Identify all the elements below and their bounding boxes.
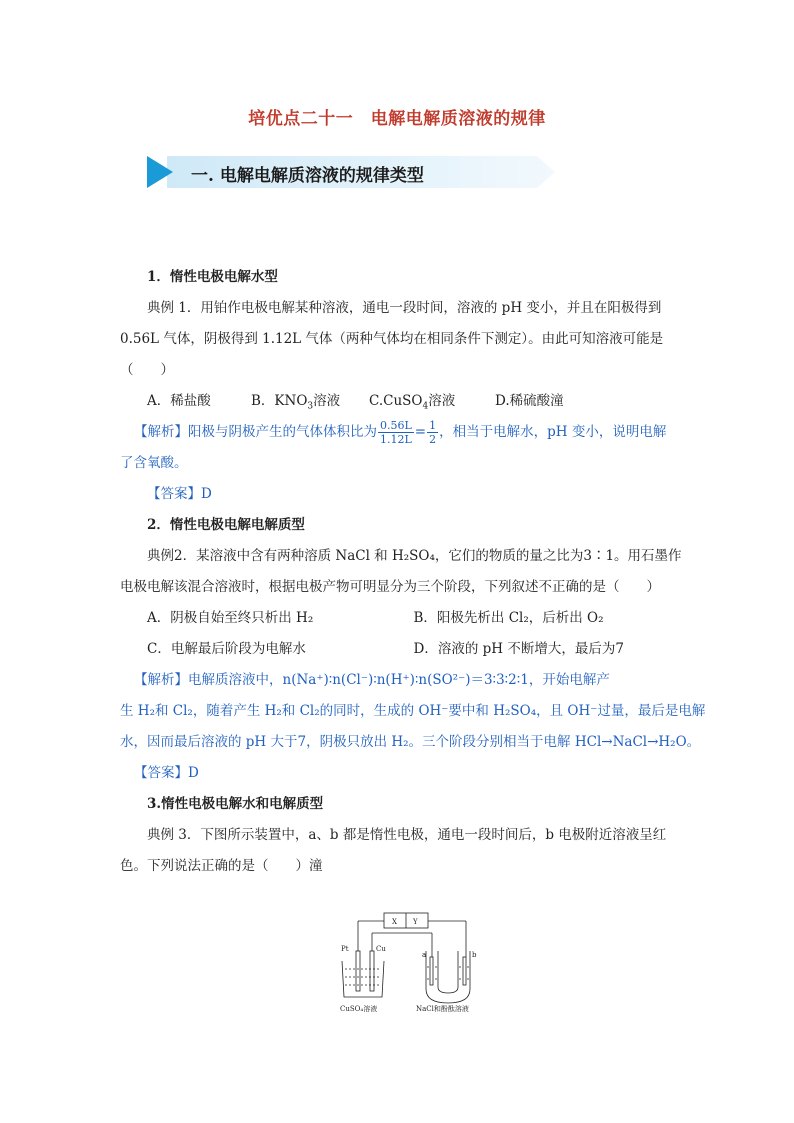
- section-banner: [147, 156, 555, 188]
- label-x: X: [392, 918, 397, 926]
- sec2-analysis-cont: 生 H₂和 Cl₂，随着产生 H₂和 Cl₂的同时，生成的 OH⁻要中和 H₂SO₄，且 OH⁻过量，最后是电解: [120, 703, 706, 719]
- option-c: C.CuSO$_4$溶液: [369, 393, 456, 412]
- fraction: $\frac{0.56L}{1.12L}$: [380, 419, 412, 446]
- label-a: a: [422, 951, 427, 959]
- sec3-question-line: 色。下列说法正确的是（ ）潼: [120, 858, 323, 874]
- analysis-tag: 【解析】: [134, 672, 188, 688]
- sec3-question-line: 典例 3．下图所示装置中，a、b 都是惰性电极，通电一段时间后，b 电极附近溶液呈红: [147, 827, 667, 843]
- sec2-analysis-cont: 水，因而最后溶液的 pH 大于7，阴极只放出 H₂。三个阶段分别相当于电解 HCl→NaCl→H₂O。: [120, 734, 701, 750]
- sec2-analysis: 【解析】电解质溶液中，n(Na⁺)∶n(Cl⁻)∶n(H⁺)∶n(SO²⁻)＝3∶3∶2∶1，开始电解产: [134, 672, 610, 688]
- electrolysis-apparatus-figure: [336, 905, 488, 1017]
- sec1-question-line: 0.56L 气体，阴极得到 1.12L 气体（两种气体均在相同条件下测定）。由此可知溶液可能是: [120, 331, 664, 347]
- document-body: [120, 262, 706, 882]
- label-pt: Pt: [341, 945, 349, 953]
- sec3-heading: 3.惰性电极电解水和电解质型: [147, 796, 324, 812]
- label-y: Y: [413, 918, 418, 926]
- sec1-heading: 1．惰性电极电解水型: [147, 269, 278, 285]
- sec2-heading: 2．惰性电极电解电解质型: [147, 517, 305, 533]
- caption-left: CuSO₄溶液: [340, 1005, 378, 1013]
- option-d: D．溶液的 pH 不断增大，最后为7: [413, 641, 624, 657]
- option-d: D.稀硫酸潼: [495, 393, 564, 409]
- fraction: $\frac{1}{2}$: [429, 419, 437, 446]
- label-b: b: [472, 951, 477, 959]
- caption-right: NaCl和酚酞溶液: [416, 1005, 469, 1013]
- sec1-options: [120, 386, 680, 417]
- option-c: C．电解最后阶段为电解水: [147, 641, 306, 657]
- sec2-options: [120, 634, 680, 665]
- sec1-question-line: （ ）: [120, 362, 174, 378]
- option-b: B．$KNO_3$溶液: [251, 393, 341, 412]
- sec2-question-line: 典例2．某溶液中含有两种溶质 NaCl 和 H₂SO₄，它们的物质的量之比为3∶1。用石墨作: [147, 548, 682, 564]
- option-a: A．阴极自始至终只析出 H₂: [147, 610, 314, 626]
- sec2-question-line: 电极电解该混合溶液时，根据电极产物可明显分为三个阶段，下列叙述不正确的是（ ）: [120, 579, 660, 595]
- sec2-answer: 【答案】D: [134, 765, 199, 781]
- sec1-question-line: 典例 1．用铂作电极电解某种溶液，通电一段时间，溶液的 pH 变小，并且在阳极得到: [147, 300, 662, 316]
- option-a: A．稀盐酸: [147, 393, 211, 409]
- sec1-analysis-cont: 了含氧酸。: [120, 455, 188, 471]
- section-heading: 一. 电解电解质溶液的规律类型: [191, 166, 424, 186]
- page-title: 培优点二十一 电解电解质溶液的规律: [248, 109, 546, 129]
- analysis-tag: 【解析】: [134, 424, 188, 440]
- option-b: B．阳极先析出 Cl₂，后析出 O₂: [413, 610, 604, 626]
- sec2-options: [120, 603, 680, 634]
- sec1-analysis: 【解析】阳极与阴极产生的气体体积比为 $\frac{0.56L}{1.12L}$ = $\frac{1}{2}$ ，相当于电解水，pH 变小，说明电解: [134, 419, 667, 446]
- sec1-answer: 【答案】D: [147, 486, 212, 502]
- label-cu: Cu: [376, 945, 386, 953]
